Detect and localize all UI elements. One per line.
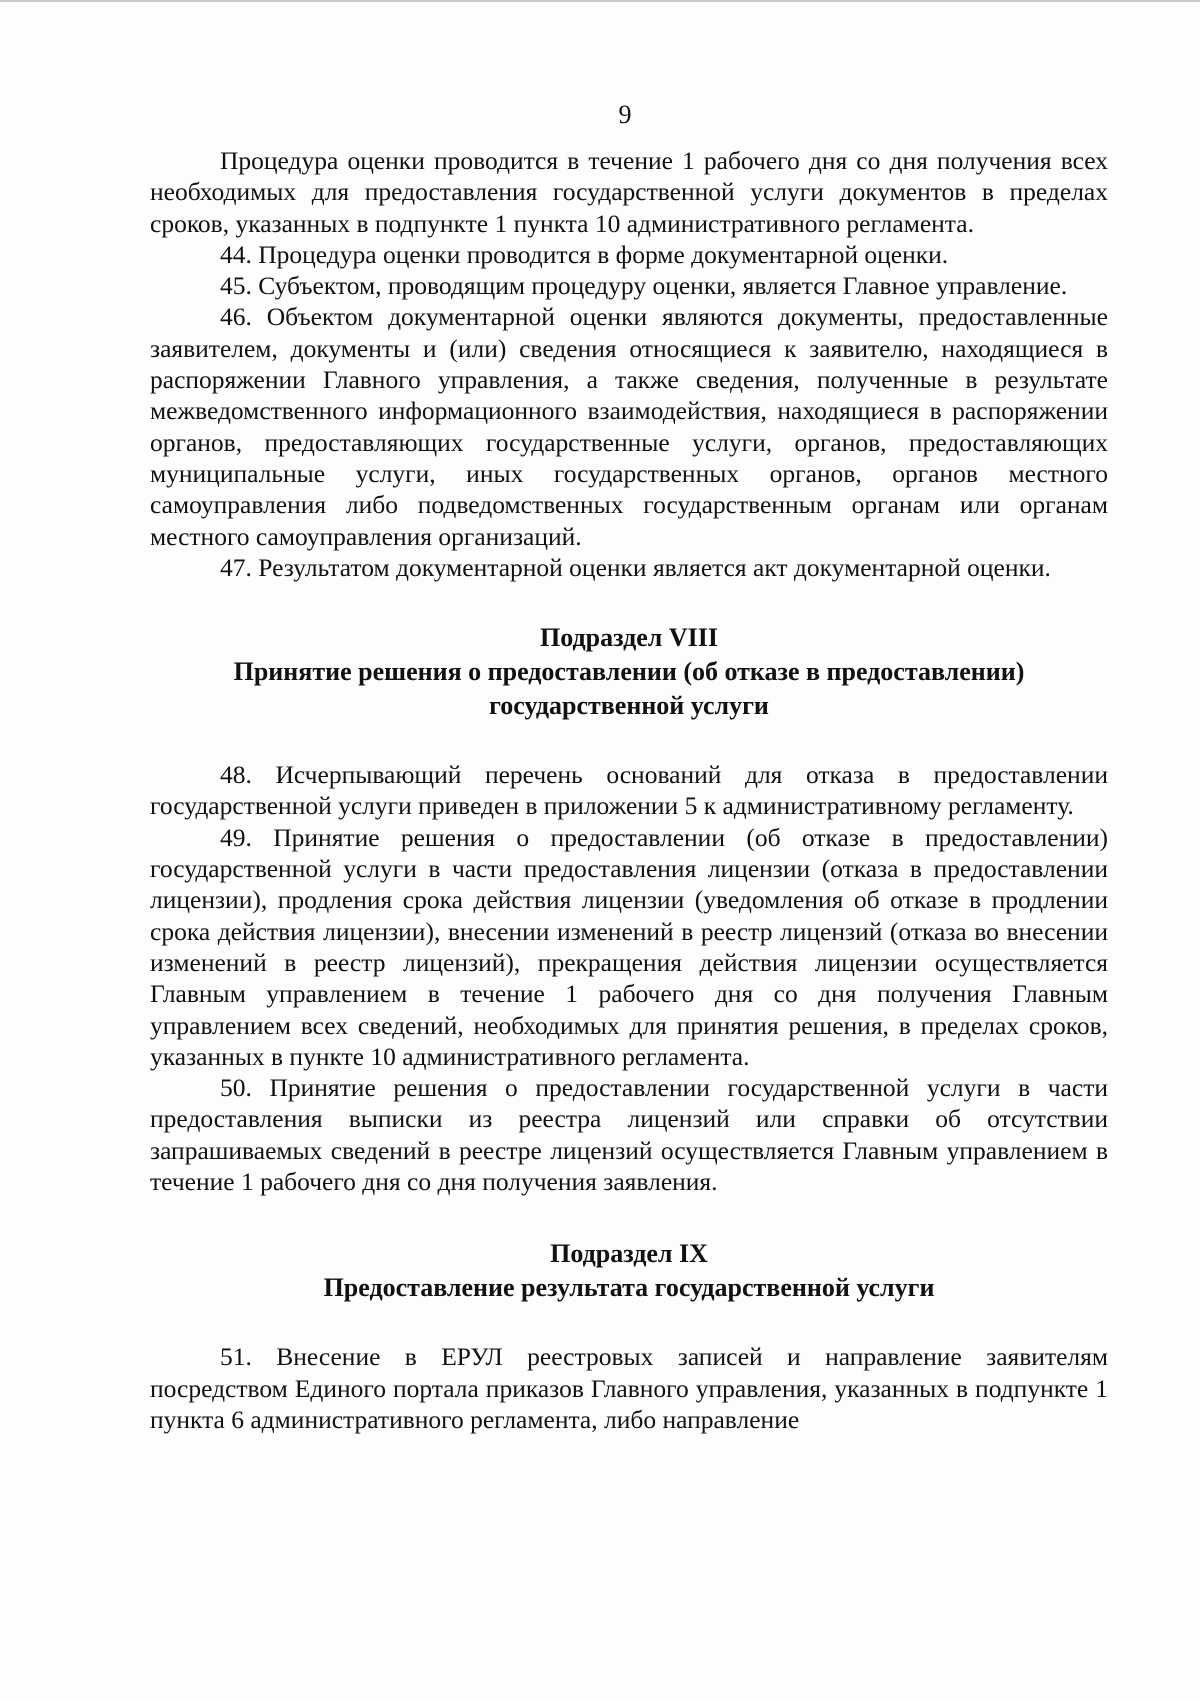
paragraph-47: 47. Результатом документарной оценки является акт документарной оценки. [220,552,1051,582]
section-9-subtitle: Предоставление результата государственной услуги [323,1273,935,1303]
section-8-subtitle-line-2: государственной услуги [489,691,769,721]
paragraph-48: 48. Исчерпывающий перечень оснований для отказа в предоставлении государственной услуги приведен в приложении 5 к административному регламенту. [150,760,1108,821]
paragraph-49: 49. Принятие решения о предоставлении (об отказе в предоставлении) государственной услуги в части предоставления лицензии (отказа в предоставлении лицензии), продления срока действия лицензии (уведомления об отказе в продлении срока действия лицензии), внесении изменений в реестр лицензий (отказа во внесении изменений в реестр лицензий), прекращения действия лицензии осуществляется Главным управлением в течение 1 рабочего дня со дня получения Главным управлением всех сведений, необходимых для принятия решения, в пределах сроков, указанных в пункте 10 административного регламента. [150,822,1108,1071]
paragraph-50: 50. Принятие решения о предоставлении государственной услуги в части предоставления выписки из реестра лицензий или справки об отсутствии запрашиваемых сведений в реестре лицензий осуществляется Главным управлением в течение 1 рабочего дня со дня получения заявления. [150,1073,1108,1197]
paragraph-procedure-timing: Процедура оценки проводится в течение 1 рабочего дня со дня получения всех необходимых для предоставления государственной услуги документов в пределах сроков, указанных в подпункте 1 пункта 10 административного регламента. [150,146,1108,238]
page-number: 9 [618,100,632,129]
section-8-heading [150,621,1108,723]
section-9-title: Подраздел IX [550,1239,708,1269]
paragraph-46: 46. Объектом документарной оценки являются документы, предоставленные заявителем, документы и (или) сведения относящиеся к заявителю, находящиеся в распоряжении Главного управления, а также сведения, полученные в результате межведомственного информационного взаимодействия, находящиеся в распоряжении органов, предоставляющих государственные услуги, органов, предоставляющих муниципальные услуги, иных государственных органов, органов местного самоуправления либо подведомственных государственным органам или органам местного самоуправления организаций. [150,302,1108,551]
paragraph-44: 44. Процедура оценки проводится в форме документарной оценки. [220,239,949,269]
document-body [150,145,1108,1435]
scan-edge [0,0,1200,2]
paragraph-51: 51. Внесение в ЕРУЛ реестровых записей и направление заявителям посредством Единого портала приказов Главного управления, указанных в подпункте 1 пункта 6 административного регламента, либо направление [150,1342,1108,1434]
section-8-title: Подраздел VIII [540,623,718,653]
section-9-heading [150,1237,1108,1305]
paragraph-45: 45. Субъектом, проводящим процедуру оценки, является Главное управление. [220,271,1068,301]
section-8-subtitle-line-1: Принятие решения о предоставлении (об отказе в предоставлении) [233,657,1025,687]
